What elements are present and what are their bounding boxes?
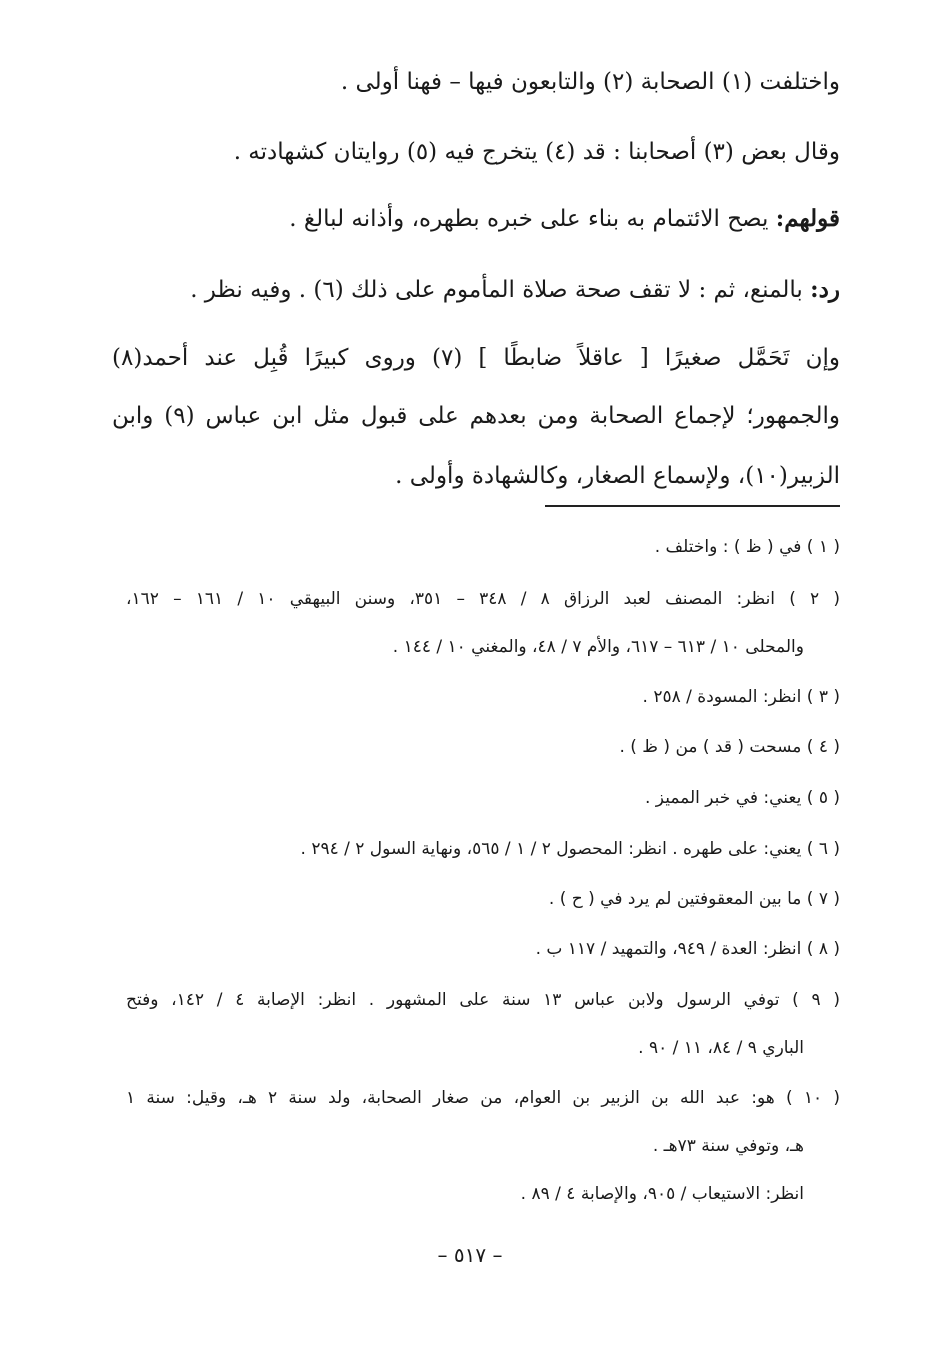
footnote: ( ١٠ ) هو: عبد الله بن الزبير بن العوام، من صغار الصحابة، ولد سنة ٢ هـ، وقيل: سنة ١	[126, 1088, 840, 1108]
footnote-continuation: هـ، وتوفي سنة ٧٣هـ .	[652, 1136, 804, 1156]
main-text-line	[190, 270, 840, 310]
statement-text: يصح الائتمام به بناء على خبره بطهره، وأذانه لبالغ .	[289, 206, 776, 232]
main-text-line: والجمهور؛ لإجماع الصحابة ومن بعدهم على قبول مثل ابن عباس (٩) وابن	[112, 403, 840, 429]
statement-lead: قولهم:	[775, 205, 840, 232]
page-number: – ٥١٧ –	[437, 1243, 503, 1267]
footnote: ( ٢ ) انظر: المصنف لعبد الرزاق ٨ / ٣٤٨ – ٣٥١، وسنن البيهقي ١٠ / ١٦١ – ١٦٢،	[126, 589, 840, 609]
footnote: ( ٦ ) يعني: على طهره . انظر: المحصول ٢ / ١ / ٥٦٥، ونهاية السول ٢ / ٢٩٤ .	[300, 839, 840, 859]
footnote: ( ٤ ) مسحت ( قد ) من ( ظ ) .	[619, 737, 840, 757]
footnote-continuation: والمحلى ١٠ / ٦١٣ – ٦١٧، والأم ٧ / ٤٨، والمغني ١٠ / ١٤٤ .	[392, 637, 804, 657]
main-text-line	[289, 199, 840, 239]
main-text-line: الزبير(١٠)، ولإسماع الصغار، وكالشهادة وأولى .	[395, 463, 840, 489]
footnote-separator	[545, 505, 840, 507]
main-text-line: واختلفت (١) الصحابة (٢) والتابعون فيها – فهنا أولى .	[340, 69, 840, 95]
footnote: ( ٣ ) انظر: المسودة / ٢٥٨ .	[642, 687, 840, 707]
footnote: ( ٥ ) يعني: في خبر المميز .	[645, 788, 840, 808]
reply-text: بالمنع، ثم : لا تقف صحة صلاة المأموم على ذلك (٦) . وفيه نظر .	[190, 277, 811, 303]
footnote: ( ٨ ) انظر: العدة / ٩٤٩، والتمهيد / ١١٧ ب .	[535, 939, 840, 959]
footnote-continuation: انظر: الاستيعاب / ٩٠٥، والإصابة ٤ / ٨٩ .	[520, 1184, 804, 1204]
main-text-line: وإن تَحَمَّل صغيرًا [ عاقلاً ضابطًا ] (٧) وروى كبيرًا قُبِل عند أحمد(٨)	[112, 345, 840, 371]
main-text-line: وقال بعض (٣) أصحابنا : قد (٤) يتخرج فيه (٥) روايتان كشهادته .	[233, 139, 840, 165]
footnote: ( ١ ) في ( ظ ) : واختلف .	[654, 537, 840, 557]
footnote: ( ٧ ) ما بين المعقوفتين لم يرد في ( ح ) .	[548, 889, 840, 909]
reply-lead: رد:	[810, 276, 840, 303]
footnote: ( ٩ ) توفي الرسول ولابن عباس ١٣ سنة على المشهور . انظر: الإصابة ٤ / ١٤٢، وفتح	[126, 990, 840, 1010]
footnote-continuation: الباري ٩ / ٨٤، ١١ / ٩٠ .	[638, 1038, 804, 1058]
